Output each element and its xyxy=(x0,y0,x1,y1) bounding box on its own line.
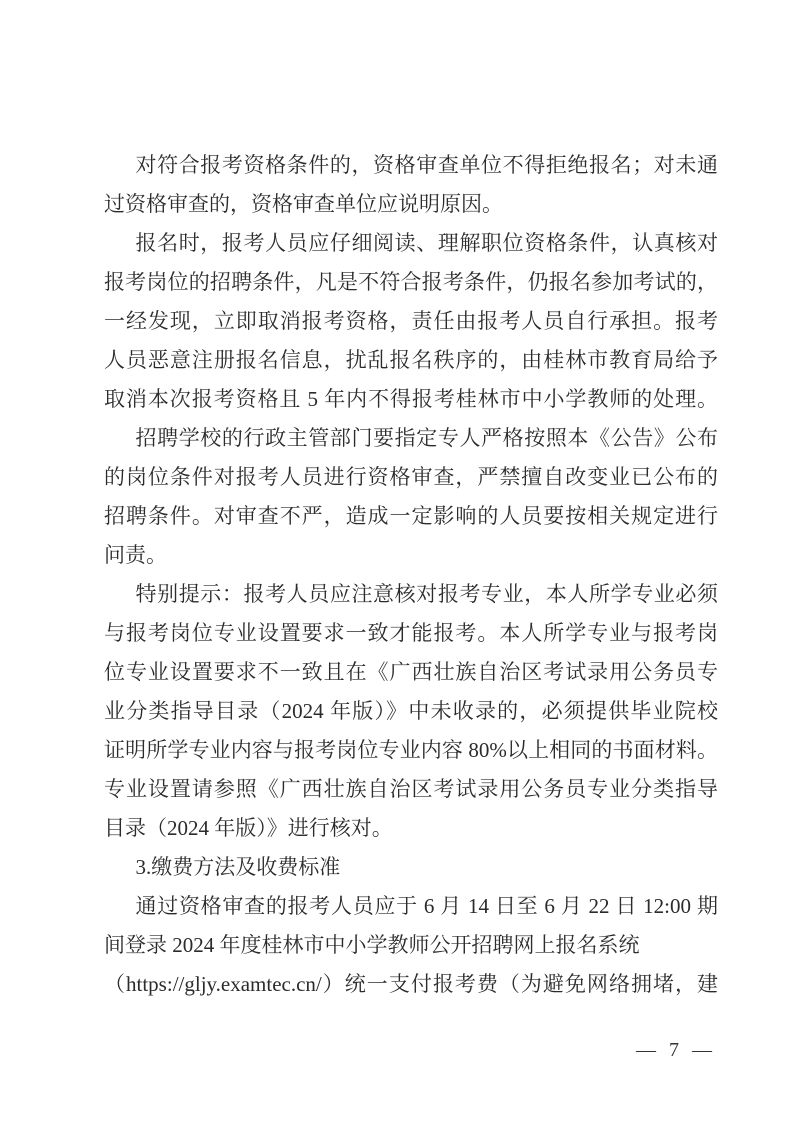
text-line: 招聘学校的行政主管部门要指定专人严格按照本《公告》公布 xyxy=(135,426,718,450)
text-line: 证明所学专业内容与报考岗位专业内容 80%以上相同的书面材料。 xyxy=(104,738,718,762)
text-line: 目录（2024 年版）》进行核对。 xyxy=(104,816,393,840)
text-line: 报考岗位的招聘条件，凡是不符合报考条件，仍报名参加考试的， xyxy=(104,270,718,294)
text-line: 位专业设置要求不一致且在《广西壮族自治区考试录用公务员专 xyxy=(104,660,718,684)
footer-dash-left: — xyxy=(636,1039,656,1061)
text-line: 对符合报考资格条件的，资格审查单位不得拒绝报名；对未通 xyxy=(135,153,718,177)
text-line: （https://gljy.examtec.cn/）统一支付报考费（为避免网络拥堵，建 xyxy=(104,972,718,996)
text-line: 与报考岗位专业设置要求一致才能报考。本人所学专业与报考岗 xyxy=(104,621,718,645)
text-line: 专业设置请参照《广西壮族自治区考试录用公务员专业分类指导 xyxy=(104,777,718,801)
text-line: 间登录 2024 年度桂林市中小学教师公开招聘网上报名系统 xyxy=(104,933,640,957)
text-line: 过资格审查的，资格审查单位应说明原因。 xyxy=(104,192,503,216)
page-footer xyxy=(636,1038,712,1062)
text-line: 人员恶意注册报名信息，扰乱报名秩序的，由桂林市教育局给予 xyxy=(104,348,718,372)
text-line: 一经发现，立即取消报考资格，责任由报考人员自行承担。报考 xyxy=(104,309,718,333)
text-line: 取消本次报考资格且 5 年内不得报考桂林市中小学教师的处理。 xyxy=(104,387,718,411)
text-line: 通过资格审查的报考人员应于 6 月 14 日至 6 月 22 日 12:00 期 xyxy=(135,894,718,918)
text-line: 问责。 xyxy=(104,543,167,567)
footer-dash-right: — xyxy=(692,1039,712,1061)
section-heading-line: 3.缴费方法及收费标准 xyxy=(135,855,341,879)
text-line: 招聘条件。对审查不严，造成一定影响的人员要按相关规定进行 xyxy=(104,504,718,528)
text-line: 特别提示：报考人员应注意核对报考专业，本人所学专业必须 xyxy=(135,582,718,606)
page-number: 7 xyxy=(669,1039,679,1061)
text-line: 业分类指导目录（2024 年版）》中未收录的，必须提供毕业院校 xyxy=(104,699,718,723)
text-line: 的岗位条件对报考人员进行资格审查，严禁擅自改变业已公布的 xyxy=(104,465,718,489)
text-line: 报名时，报考人员应仔细阅读、理解职位资格条件，认真核对 xyxy=(135,231,718,255)
document-body xyxy=(104,146,718,1004)
